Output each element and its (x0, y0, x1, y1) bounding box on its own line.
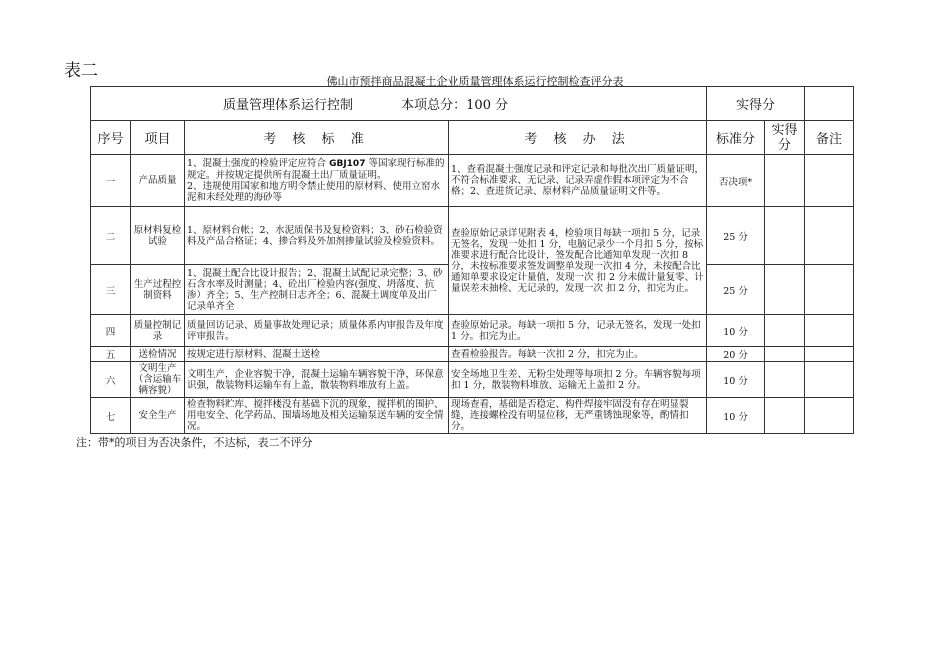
table-row (91, 362, 854, 398)
row-method: 查看检验报告。每缺一次扣 2 分，扣完为止。 (449, 347, 707, 362)
table-label: 表二 (64, 61, 98, 81)
row-criteria: 文明生产，企业容貌干净，混凝土运输车辆容貌干净，环保意识强，散装物料运输车有上盖，散装物料堆放有上盖。 (185, 362, 449, 398)
control-title: 质量管理体系运行控制 (223, 98, 354, 113)
row-item: 生产过程控制资料 (131, 265, 185, 315)
row-seq: 七 (91, 398, 131, 434)
actual-score-value (805, 87, 854, 121)
table-row (91, 207, 854, 265)
row-item: 质量控制记录 (131, 315, 185, 347)
total-score: 本项总分：100 分 (401, 98, 509, 113)
row-criteria: 质量回访记录、质量事故处理记录；质量体系内审报告及年度评审报告。 (185, 315, 449, 347)
row-item: 文明生产（含运输车辆容貌） (131, 362, 185, 398)
col-actual: 实得分 (765, 121, 805, 155)
row-actual (765, 347, 805, 362)
row-score: 20 分 (707, 347, 765, 362)
row-remark (805, 347, 854, 362)
table-caption: 佛山市预拌商品混凝土企业质量管理体系运行控制检查评分表 (326, 75, 624, 88)
row-seq: 三 (91, 265, 131, 315)
col-remark: 备注 (805, 121, 854, 155)
row-remark (805, 265, 854, 315)
header-title-cell (91, 87, 707, 121)
actual-score-label: 实得分 (707, 87, 805, 121)
row-remark (805, 398, 854, 434)
row-score: 10 分 (707, 362, 765, 398)
row-actual (765, 265, 805, 315)
row-method: 安全场地卫生差、无粉尘处理等每项扣 2 分。车辆容貌每项扣 1 分，散装物料堆放、运输无上盖扣 2 分。 (449, 362, 707, 398)
row-item: 送检情况 (131, 347, 185, 362)
row-item: 原材料复检试验 (131, 207, 185, 265)
col-item: 项目 (131, 121, 185, 155)
row-remark (805, 207, 854, 265)
row-actual (765, 155, 805, 207)
row-score: 25 分 (707, 207, 765, 265)
row-remark (805, 155, 854, 207)
col-seq: 序号 (91, 121, 131, 155)
row-seq: 一 (91, 155, 131, 207)
row-score: 10 分 (707, 398, 765, 434)
standard-code: GBJ107 (329, 159, 366, 169)
column-header-row (91, 121, 854, 155)
row-item: 安全生产 (131, 398, 185, 434)
table-row (91, 347, 854, 362)
score-table (90, 86, 854, 434)
criteria-text: 等国家现行标准的规定。并按规定提供所有混凝土出厂质量证明。 2、违规使用国家和地方明令禁止使用的原材料、使用立窑水泥和未经处理的海砂等 (187, 158, 445, 203)
row-criteria: 1、混凝土配合比设计报告；2、混凝土试配记录完整；3、砂石含水率及时测量；4、砼出厂检验内容(强度、坍落度、抗渗）齐全；5、生产控制日志齐全；6、混凝土调度单及出厂记录单齐全 (185, 265, 449, 315)
row-actual (765, 315, 805, 347)
row-actual (765, 362, 805, 398)
row-seq: 四 (91, 315, 131, 347)
footnote: 注：带*的项目为否决条件，不达标，表二不评分 (76, 436, 313, 449)
row-remark (805, 362, 854, 398)
row-score: 否决项* (707, 155, 765, 207)
row-actual (765, 207, 805, 265)
criteria-text: 1、混凝土强度的检验评定应符合 (187, 158, 330, 169)
table-row (91, 398, 854, 434)
row-seq: 五 (91, 347, 131, 362)
col-criteria: 考 核 标 准 (185, 121, 449, 155)
row-remark (805, 315, 854, 347)
row-method: 查验原始记录。每缺一项扣 5 分，记录无签名，发现一处扣 1 分。扣完为止。 (449, 315, 707, 347)
row-score: 10 分 (707, 315, 765, 347)
row-criteria: 按规定进行原材料、混凝土送检 (185, 347, 449, 362)
row-criteria (185, 155, 449, 207)
col-method: 考 核 办 法 (449, 121, 707, 155)
col-standard-score: 标准分 (707, 121, 765, 155)
row-method: 现场查看，基础是否稳定、构件焊接牢固没有存在明显裂缝，连接螺栓没有明显位移，无严重锈蚀现象等，酌情扣分。 (449, 398, 707, 434)
row-seq: 六 (91, 362, 131, 398)
row-method: 查验原始记录详见附表 4，检验项目每缺一项扣 5 分，记录无签名，发现一处扣 1 分，电脑记录少一个月扣 5 分，按标准要求进行配合比设计，签发配合比通知单发现一次扣 8 分，未按标准要求签发调整单发现一次扣 4 分，未按配合比通知单要求设定计量值，发现一次 扣 2 分未做计量复零、计量误差未抽检、无记录的，发现一次 扣 2 分，扣完为止。 (449, 207, 707, 315)
row-criteria: 检查物料贮库、搅拌楼没有基础下沉的现象，搅拌机的围护、用电安全、化学药品、围墙场地及相关运输泵送车辆的安全情况。 (185, 398, 449, 434)
row-score: 25 分 (707, 265, 765, 315)
header-row (91, 87, 854, 121)
table-row (91, 155, 854, 207)
row-criteria: 1、原材料台帐；2、水泥质保书及复检资料；3、砂石检验资料及产品合格证；4、掺合料及外加剂掺量试验及检验资料。 (185, 207, 449, 265)
row-item: 产品质量 (131, 155, 185, 207)
table-row (91, 315, 854, 347)
row-seq: 二 (91, 207, 131, 265)
row-actual (765, 398, 805, 434)
row-method: 1、查看混凝土强度记录和评定记录和每批次出厂质量证明，不符合标准要求、无记录、记录弄虚作假本项评定为不合格；2、查进货记录、原材料产品质量证明文件等。 (449, 155, 707, 207)
